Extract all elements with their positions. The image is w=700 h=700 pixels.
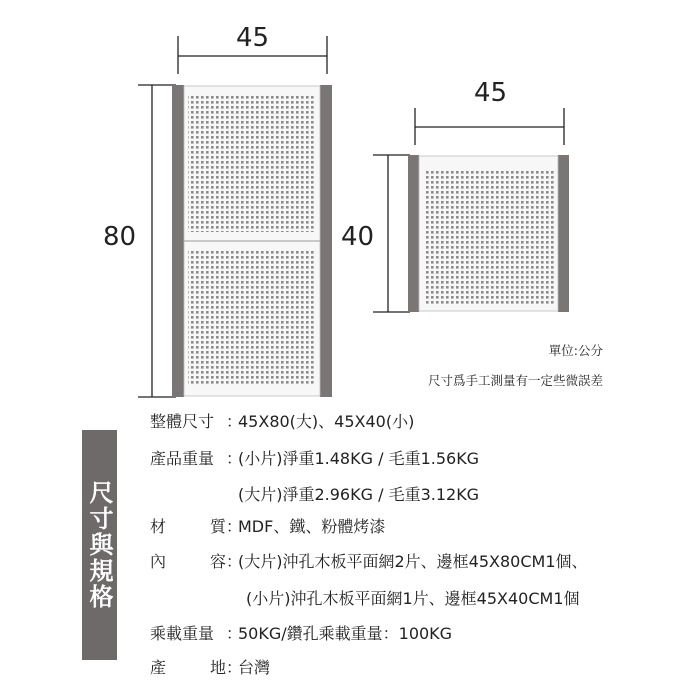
spec-label-material-char-2: 質 — [209, 517, 226, 536]
large-board-lower-panel — [188, 250, 316, 386]
small-height-dimension-line — [373, 155, 410, 312]
spec-row-overall-size — [150, 414, 414, 430]
spec-section-sidebar — [82, 430, 117, 660]
spec-row-origin — [150, 660, 270, 676]
spec-value-load: 50KG/鑽孔乘載重量：100KG — [238, 624, 453, 643]
large-board-upper-panel — [188, 96, 316, 232]
spec-label-contents-char-1: 內 — [150, 552, 167, 571]
spec-label-material-char-1: 材 — [150, 517, 167, 536]
spec-label-overall-size: 整體尺寸 — [150, 412, 215, 431]
spec-value-contents-large: (大片)沖孔木板平面網2片、邊框45X80CM1個、 — [238, 552, 588, 571]
large-board — [172, 85, 332, 397]
large-height-label: 80 — [103, 222, 137, 252]
spec-value-origin: 台灣 — [238, 658, 271, 677]
spec-label-contents — [150, 554, 226, 570]
spec-row-contents — [150, 554, 588, 570]
large-width-label: 45 — [236, 23, 270, 53]
spec-separator: ： — [226, 658, 243, 677]
spec-separator: ： — [226, 412, 243, 431]
spec-label-weight: 產品重量 — [150, 449, 215, 468]
small-height-label: 40 — [341, 222, 375, 252]
spec-row-weight-large — [238, 487, 479, 503]
spec-separator: ： — [226, 624, 243, 643]
spec-value-contents-small: (小片)沖孔木板平面網1片、邊框45X40CM1個 — [246, 589, 580, 608]
spec-label-material — [150, 519, 226, 535]
spec-row-material — [150, 519, 385, 535]
unit-note: 單位:公分 — [548, 343, 603, 358]
spec-row-load — [150, 626, 452, 642]
small-width-label: 45 — [474, 78, 508, 108]
spec-row-contents-small — [246, 591, 580, 607]
spec-section-title: 尺寸與規格 — [85, 480, 113, 610]
large-height-dimension-line — [138, 85, 176, 397]
spec-value-weight-small: (小片)淨重1.48KG / 毛重1.56KG — [238, 449, 480, 468]
small-board-panel — [424, 170, 554, 304]
spec-row-weight — [150, 451, 479, 467]
measurement-disclaimer: 尺寸爲手工測量有一定些微誤差 — [427, 373, 603, 388]
spec-label-contents-char-2: 容 — [209, 552, 226, 571]
spec-label-origin-char-1: 產 — [150, 658, 167, 677]
spec-value-overall-size: 45X80(大)、45X40(小) — [238, 412, 415, 431]
spec-value-material: MDF、鐵、粉體烤漆 — [238, 517, 386, 536]
spec-label-origin-char-2: 地 — [209, 658, 226, 677]
spec-label-origin — [150, 660, 226, 676]
spec-value-weight-large: (大片)淨重2.96KG / 毛重3.12KG — [238, 485, 480, 504]
spec-label-load: 乘載重量 — [150, 624, 215, 643]
spec-separator: ： — [226, 517, 243, 536]
small-board — [408, 155, 569, 312]
small-width-dimension-line — [415, 108, 564, 145]
spec-separator: ： — [226, 449, 243, 468]
spec-separator: ： — [226, 552, 243, 571]
